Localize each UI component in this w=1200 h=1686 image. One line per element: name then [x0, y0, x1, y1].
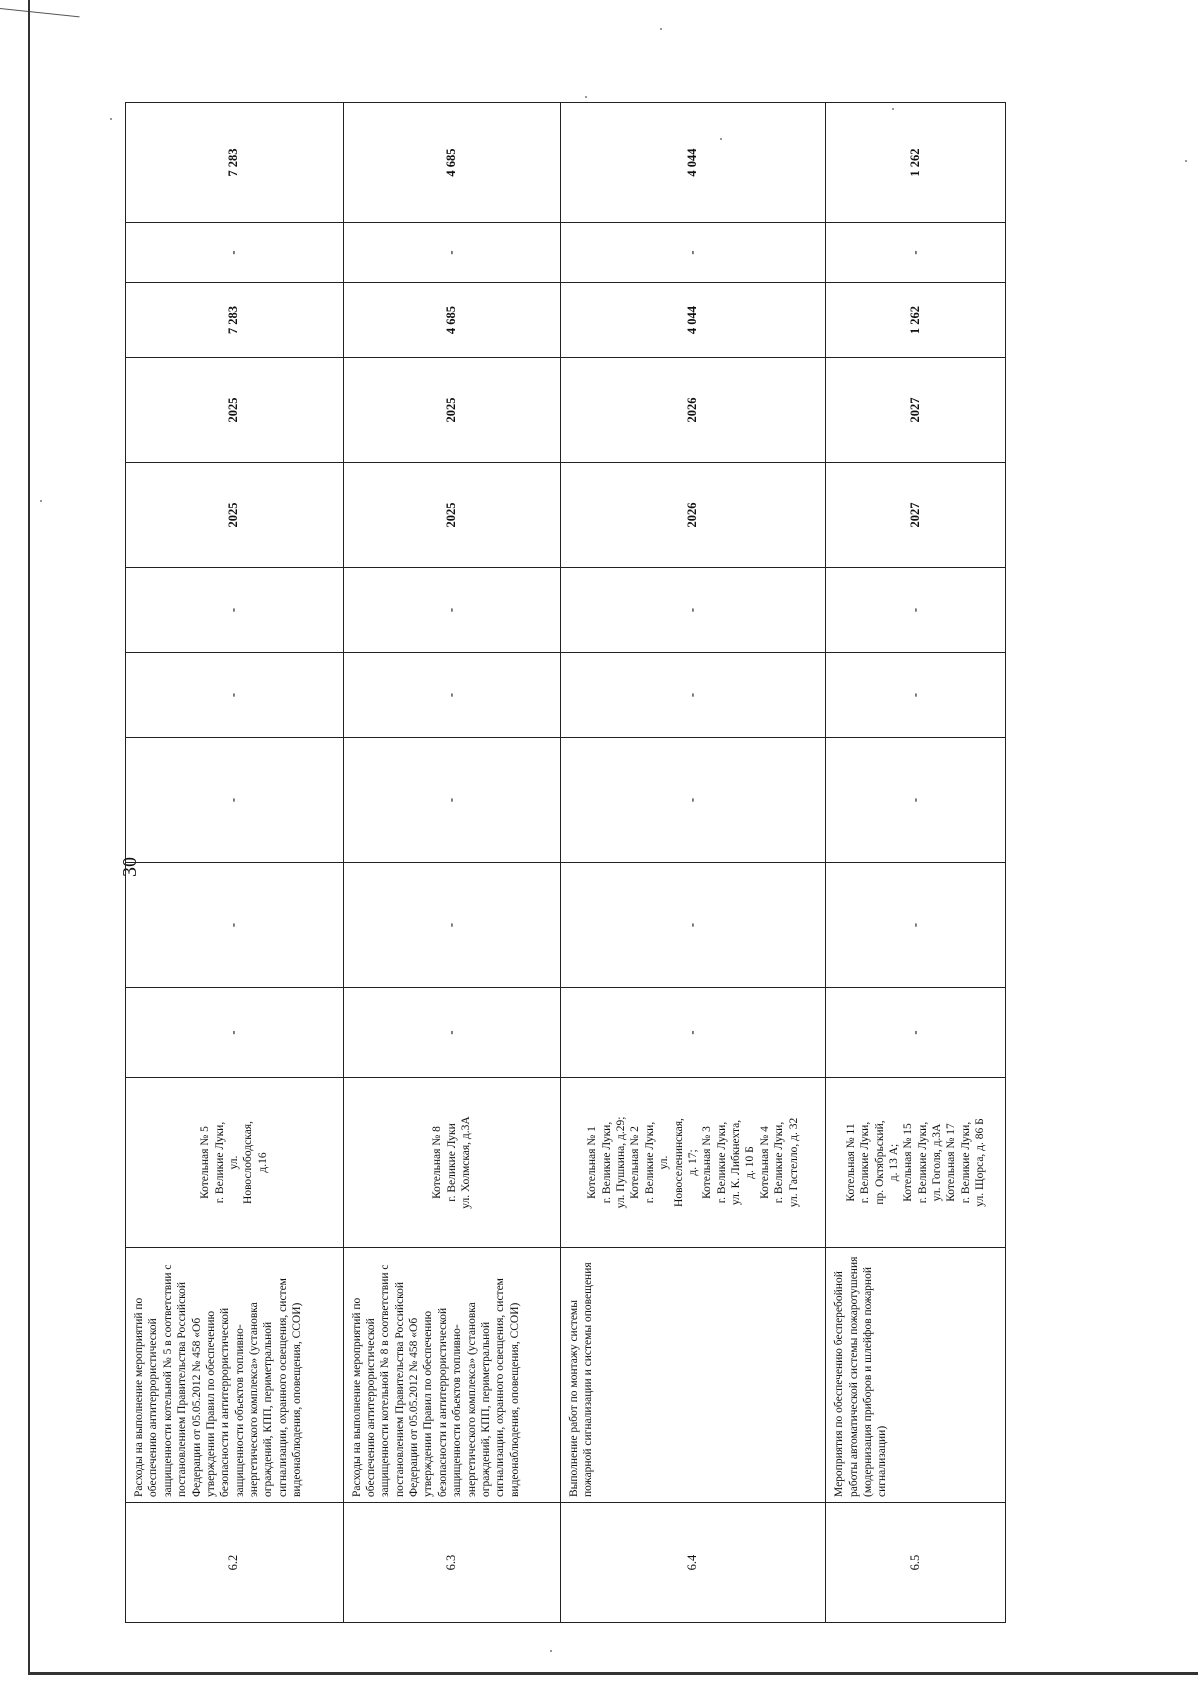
start-year: 2025 — [343, 463, 561, 568]
frame-bottom-border — [28, 1672, 1198, 1675]
end-year: 2025 — [126, 358, 344, 463]
cell-dash: - — [561, 568, 826, 653]
cell-dash: - — [826, 863, 1006, 988]
cell-dash: - — [126, 223, 344, 283]
cell-dash: - — [826, 988, 1006, 1078]
cell-dash: - — [826, 653, 1006, 738]
cell-dash: - — [343, 863, 561, 988]
value-cell: 7 283 — [126, 283, 344, 358]
frame-left-border — [28, 0, 30, 1672]
cell-dash: - — [561, 988, 826, 1078]
cell-dash: - — [826, 738, 1006, 863]
measures-table — [125, 102, 1006, 1623]
measure-description: Расходы на выполнение мероприятий по обеспечению антитеррористической защищенности котельной № 5 в соответствии с постановлением Правительства Российской Федерации от 05.05.2012 № 458 «Об утверждении Правил по обеспечению безопасности и антитеррористической защищенности объектов топливно-энергетического комплекса» (установка ограждений, КПП, периметральной сигнализации, охранного освещения, систем видеонаблюдения, оповещения, ССОИ) — [126, 1248, 344, 1503]
cell-dash: - — [126, 653, 344, 738]
object-address: Котельная № 8 г. Великие Луки ул. Холмская, д.3А — [343, 1078, 561, 1248]
start-year: 2025 — [126, 463, 344, 568]
start-year: 2026 — [561, 463, 826, 568]
total-value: 7 283 — [126, 103, 344, 223]
end-year: 2027 — [826, 358, 1006, 463]
value-cell: 4 044 — [561, 283, 826, 358]
page-number: 30 — [119, 857, 141, 877]
total-value: 4 044 — [561, 103, 826, 223]
cell-dash: - — [343, 568, 561, 653]
rotated-table-container — [125, 103, 1006, 1623]
row-number: 6.5 — [826, 1503, 1006, 1623]
cell-dash: - — [343, 653, 561, 738]
object-address: Котельная № 5 г. Великие Луки, ул. Новослободская, д.16 — [126, 1078, 344, 1248]
row-number: 6.2 — [126, 1503, 344, 1623]
cell-dash: - — [561, 738, 826, 863]
cell-dash: - — [343, 988, 561, 1078]
end-year: 2025 — [343, 358, 561, 463]
table-row — [126, 103, 344, 1623]
table-row — [343, 103, 561, 1623]
measure-description: Мероприятия по обеспечению бесперебойной работы автоматической системы пожаротушения (модернизация приборов и шлейфов пожарной сигнализации) — [826, 1248, 1006, 1503]
end-year: 2026 — [561, 358, 826, 463]
object-address: Котельная № 11 г. Великие Луки, пр. Октябрьский, д. 13 А; Котельная № 15 г. Великие Луки, ул. Гоголя, д.3А Котельная № 17 г. Великие Луки, ул. Щорса, д. 86 Б — [826, 1078, 1006, 1248]
row-number: 6.4 — [561, 1503, 826, 1623]
cell-dash: - — [826, 223, 1006, 283]
start-year: 2027 — [826, 463, 1006, 568]
cell-dash: - — [126, 863, 344, 988]
cell-dash: - — [126, 988, 344, 1078]
cell-dash: - — [343, 223, 561, 283]
object-address: Котельная № 1 г. Великие Луки, ул. Пушкина, д.29; Котельная № 2 г. Великие Луки, ул. Новоселенинская, д. 17; Котельная № 3 г. Великие Луки, ул. К. Либкнехта, д. 10 Б Котельная № 4 г. Великие Луки, ул. Гастелло, д. 32 — [561, 1078, 826, 1248]
total-value: 4 685 — [343, 103, 561, 223]
value-cell: 1 262 — [826, 283, 1006, 358]
measure-description: Выполнение работ по монтажу системы пожарной сигнализации и системы оповещения — [561, 1248, 826, 1503]
table-row — [561, 103, 826, 1623]
cell-dash: - — [561, 223, 826, 283]
table-row — [826, 103, 1006, 1623]
measure-description: Расходы на выполнение мероприятий по обеспечению антитеррористической защищенности котельной № 8 в соответствии с постановлением Правительства Российской Федерации от 05.05.2012 № 458 «Об утверждении Правил по обеспечению безопасности и антитеррористической защищенности объектов топливно-энергетического комплекса» (установка ограждений, КПП, периметральной сигнализации, охранного освещения, систем видеонаблюдения, оповещения, ССОИ) — [343, 1248, 561, 1503]
cell-dash: - — [561, 863, 826, 988]
cell-dash: - — [126, 568, 344, 653]
cell-dash: - — [561, 653, 826, 738]
total-value: 1 262 — [826, 103, 1006, 223]
row-number: 6.3 — [343, 1503, 561, 1623]
frame-top-line — [0, 8, 80, 17]
cell-dash: - — [126, 738, 344, 863]
cell-dash: - — [826, 568, 1006, 653]
cell-dash: - — [343, 738, 561, 863]
value-cell: 4 685 — [343, 283, 561, 358]
